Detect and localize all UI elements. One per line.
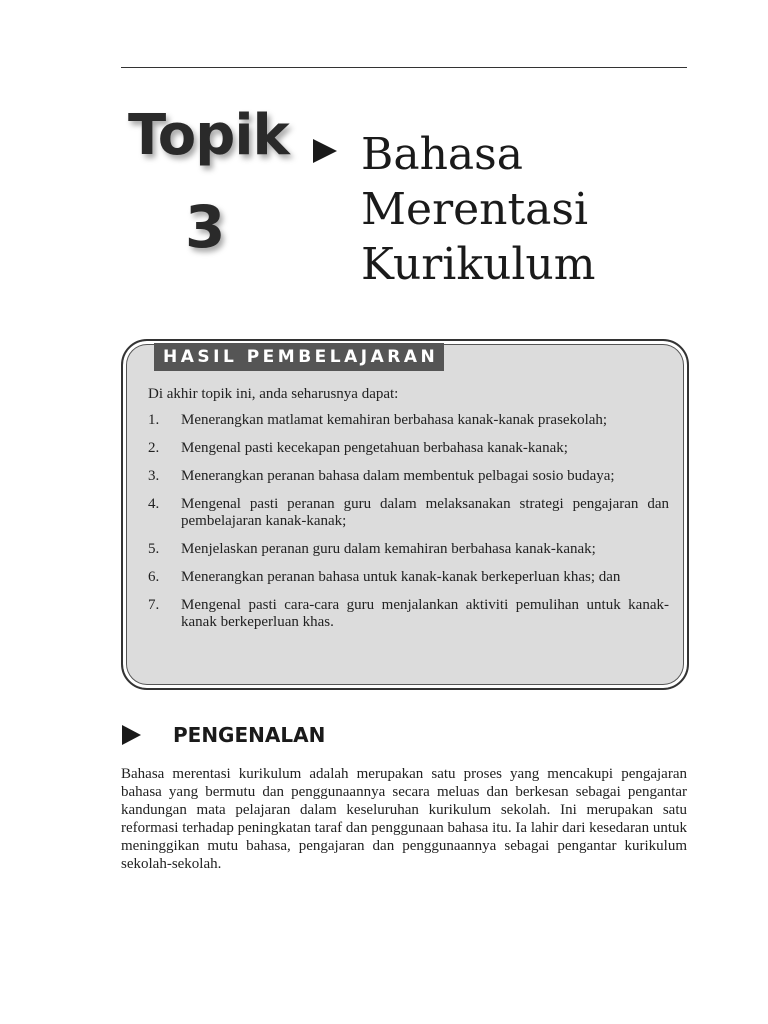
list-item-text: Menerangkan peranan bahasa dalam membentuk pelbagai sosio budaya; bbox=[181, 468, 615, 484]
introduction-paragraph: Bahasa merentasi kurikulum adalah merupakan satu proses yang mencakupi pengajaran bahasa yang bermutu dan penggunaannya secara meluas dan berkesan sebagai pengantar kandungan mata pelajaran dalam keseluruhan kurikulum sekolah. Ini merupakan satu reformasi terhadap peningkatan taraf dan penggunaan bahasa itu. Ia lahir dari kesedaran untuk meninggikan mutu bahasa, pengajaran dan penggunaannya sebagai pengantar kurikulum sekolah-sekolah. bbox=[121, 766, 688, 873]
list-item-text: Menjelaskan peranan guru dalam kemahiran berbahasa kanak-kanak; bbox=[181, 541, 596, 557]
list-item-number: 6. bbox=[148, 569, 160, 585]
list-item-text: Mengenal pasti cara-cara guru menjalankan aktiviti pemulihan untuk kanak-kanak berkeperluan khas. bbox=[181, 597, 669, 630]
chapter-title-line: Merentasi bbox=[361, 184, 589, 235]
learning-outcomes-heading: HASIL PEMBELAJARAN bbox=[154, 343, 444, 371]
list-item bbox=[148, 597, 669, 631]
section-heading: PENGENALAN bbox=[173, 723, 326, 747]
list-item bbox=[148, 569, 669, 586]
play-triangle-icon bbox=[122, 725, 141, 745]
list-item-text: Mengenal pasti kecekapan pengetahuan berbahasa kanak-kanak; bbox=[181, 440, 568, 456]
list-item-text: Menerangkan matlamat kemahiran berbahasa kanak-kanak prasekolah; bbox=[181, 412, 608, 428]
list-item bbox=[148, 440, 669, 457]
chapter-title bbox=[361, 127, 595, 292]
chapter-title-line: Kurikulum bbox=[361, 239, 596, 290]
list-item-text: Menerangkan peranan bahasa untuk kanak-kanak berkeperluan khas; dan bbox=[181, 569, 621, 585]
learning-outcomes-intro: Di akhir topik ini, anda seharusnya dapat: bbox=[148, 386, 399, 402]
list-item bbox=[148, 412, 669, 429]
list-item-number: 7. bbox=[148, 597, 160, 613]
top-rule bbox=[121, 67, 687, 68]
list-item-number: 2. bbox=[148, 440, 160, 456]
topic-label: Topik bbox=[128, 103, 289, 168]
play-triangle-icon bbox=[313, 139, 337, 163]
chapter-title-line: Bahasa bbox=[361, 129, 523, 180]
list-item bbox=[148, 468, 669, 485]
list-item bbox=[148, 496, 669, 530]
learning-outcomes-list bbox=[148, 412, 669, 642]
list-item-number: 4. bbox=[148, 496, 160, 512]
topic-number: 3 bbox=[185, 193, 226, 261]
list-item-number: 3. bbox=[148, 468, 160, 484]
list-item-number: 5. bbox=[148, 541, 160, 557]
list-item-number: 1. bbox=[148, 412, 160, 428]
list-item-text: Mengenal pasti peranan guru dalam melaksanakan strategi pengajaran dan pembelajaran kanak-kanak; bbox=[181, 496, 669, 529]
list-item bbox=[148, 541, 669, 558]
